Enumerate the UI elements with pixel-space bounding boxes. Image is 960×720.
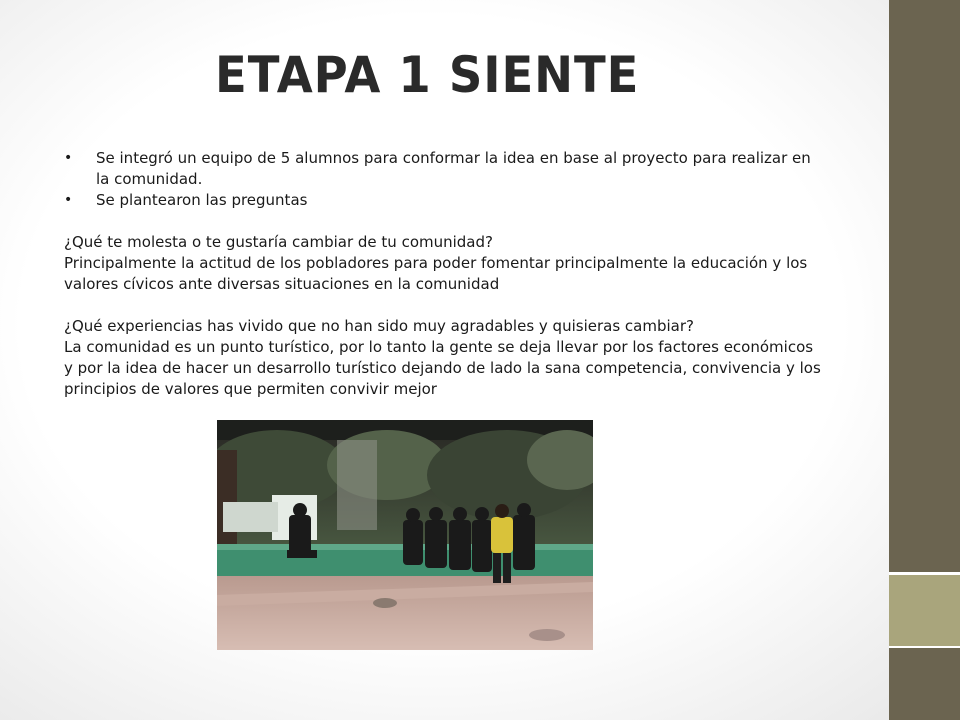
side-decoration-bar <box>889 0 960 720</box>
bullet-item: • Se integró un equipo de 5 alumnos para conformar la idea en base al proyecto para realizar en la comunidad. <box>64 148 824 190</box>
side-bar-bottom-block <box>889 648 960 720</box>
answer-1: Principalmente la actitud de los pobladores para poder fomentar principalmente la educación y los valores cívicos ante diversas situaciones en la comunidad <box>64 254 808 293</box>
answer-2: La comunidad es un punto turístico, por lo tanto la gente se deja llevar por los factores económicos y por la idea de hacer un desarrollo turístico dejando de lado la sana competencia, convivencia y los principios de valores que permiten convivir mejor <box>64 338 821 398</box>
question-2: ¿Qué experiencias has vivido que no han sido muy agradables y quisieras cambiar? <box>64 317 694 335</box>
bullet-list <box>64 148 824 211</box>
bullet-item: • Se plantearon las preguntas <box>64 190 824 211</box>
students-photo <box>217 420 593 650</box>
side-bar-middle-block <box>889 575 960 648</box>
slide-body <box>64 148 824 400</box>
question-1: ¿Qué te molesta o te gustaría cambiar de tu comunidad? <box>64 233 493 251</box>
side-bar-top-block <box>889 0 960 575</box>
slide-title: ETAPA 1 SIENTE <box>215 46 640 104</box>
